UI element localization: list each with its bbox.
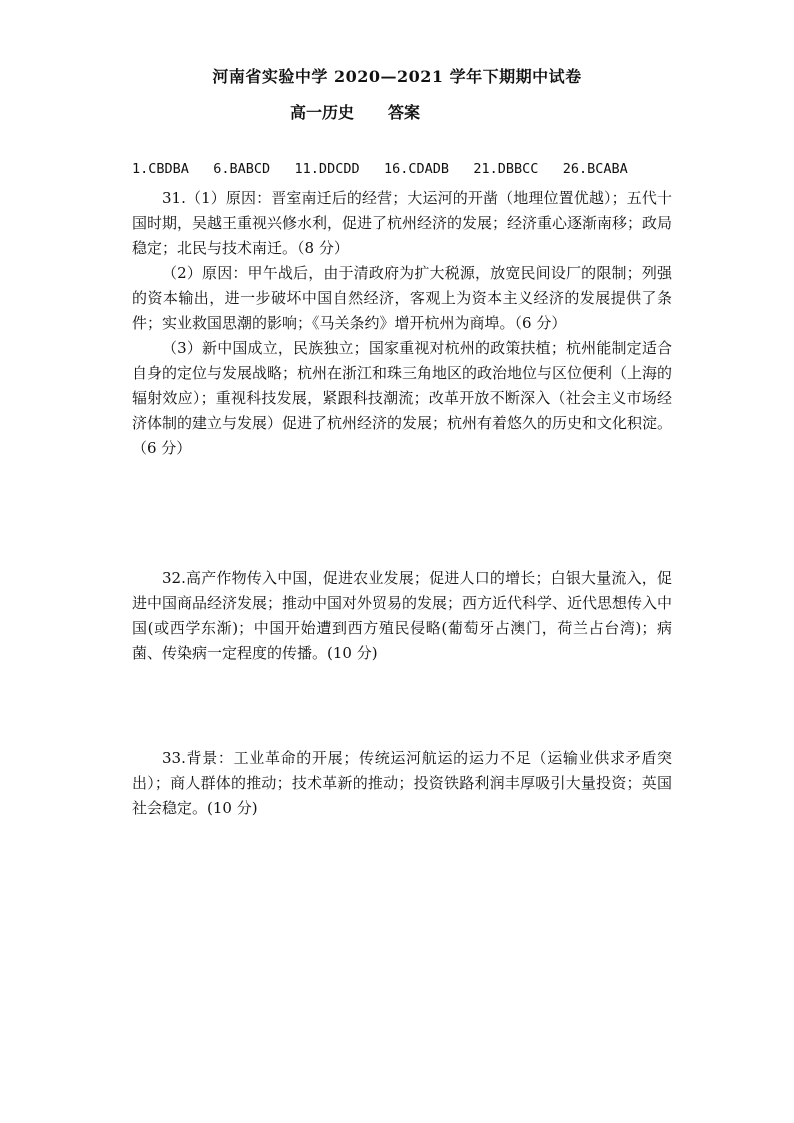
question-32-answer xyxy=(132,566,672,666)
subject-label: 高一历史 xyxy=(290,103,355,122)
question-31-part-2: （2）原因：甲午战后，由于清政府为扩大税源，放宽民间设厂的限制；列强的资本输出，进一步破坏中国自然经济，客观上为资本主义经济的发展提供了条件；实业救国思潮的影响；《马关条约》增开杭州为商埠。（6 分） xyxy=(132,264,672,332)
question-31-part-1: 31.（1）原因：晋室南迁后的经营；大运河的开凿（地理位置优越）；五代十国时期，吴越王重视兴修水利，促进了杭州经济的发展；经济重心逐渐南移；政局稳定；北民与技术南迁。（8 分） xyxy=(132,189,673,257)
question-33-answer xyxy=(132,746,672,821)
document-title: 河南省实验中学 2020—2021 学年下期期中试卷 xyxy=(212,67,582,86)
document-subtitle xyxy=(290,100,420,123)
question-33-text: 33.背景：工业革命的开展；传统运河航运的运力不足（运输业供求矛盾突出）；商人群体的推动；技术革新的推动；投资铁路利润丰厚吸引大量投资；英国社会稳定。(10 分) xyxy=(132,749,672,817)
question-32-text: 32.高产作物传入中国，促进农业发展；促进人口的增长；白银大量流入，促进中国商品经济发展；推动中国对外贸易的发展；西方近代科学、近代思想传入中国(或西学东渐)；中国开始遭到西方殖民侵略(葡萄牙占澳门，荷兰占台湾)；病菌、传染病一定程度的传播。(10 分) xyxy=(132,569,673,662)
answer-label: 答案 xyxy=(388,103,421,122)
question-31-answer xyxy=(132,186,672,461)
question-31-part-3: （3）新中国成立，民族独立；国家重视对杭州的政策扶植；杭州能制定适合自身的定位与发展战略；杭州在浙江和珠三角地区的政治地位与区位便利（上海的辐射效应）；重视科技发展，紧跟科技潮流；改革开放不断深入（社会主义市场经济体制的建立与发展）促进了杭州经济的发展；杭州有着悠久的历史和文化积淀。（6 分） xyxy=(132,339,673,457)
multiple-choice-answers: 1.CBDBA 6.BABCD 11.DDCDD 16.CDADB 21.DBBCC 26.BCABA xyxy=(132,161,628,177)
